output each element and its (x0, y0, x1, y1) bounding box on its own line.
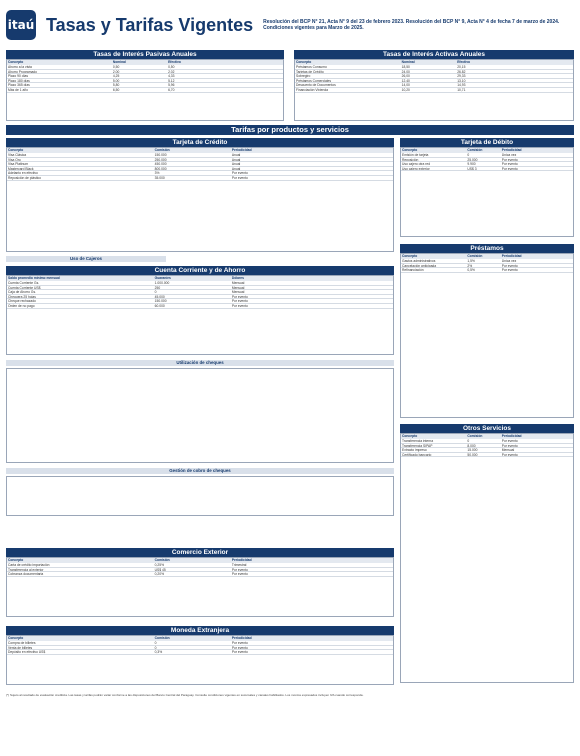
table-cell: US$ 45 (154, 567, 166, 572)
page-title: Tasas y Tarifas Vigentes (46, 14, 254, 35)
tarjeta-debito-bar: Tarjeta de Débito (400, 138, 574, 147)
table-cell: 250 (154, 285, 161, 290)
subtitle-line-2: Condiciones vigentes para Marzo de 2025. (263, 25, 364, 31)
pasivas-table (6, 59, 284, 121)
table-cell: 6,70 (168, 87, 175, 92)
table-cell: 5,80 (112, 83, 120, 87)
table-cell: Mensual (231, 281, 245, 285)
prestamos-bar: Préstamos (400, 244, 574, 253)
uso-cajeros-bar: Uso de Cajeros (6, 256, 166, 262)
table-cell: Adelanto en efectivo (8, 171, 38, 175)
col-periodicidad: Periodicidad (501, 254, 522, 258)
table-cell: 25.000 (467, 157, 478, 162)
table-row (401, 453, 573, 458)
tarjeta-credito-table (6, 147, 394, 252)
table-cell: Préstamos Consumo (296, 65, 327, 69)
col-dolares: Dólares (231, 276, 244, 280)
otros-rows (401, 439, 573, 457)
otros-servicios-bar: Otros Servicios (400, 424, 574, 433)
comercio-exterior-table (6, 557, 394, 617)
table-cell: Por evento (501, 443, 518, 448)
table-cell: Orden de no pago (8, 303, 35, 308)
table-cell: Reposición de plástico (8, 175, 41, 180)
page-subtitle (263, 19, 559, 32)
table-cell: Por evento (231, 299, 248, 303)
table-cell: 0,50 (112, 65, 120, 69)
col-guaranies: Guaraníes (154, 276, 171, 280)
table-cell: Financiación Vivienda (296, 87, 329, 92)
col-periodicidad: Periodicidad (501, 148, 522, 152)
tarifas-banner: Tarifas por productos y servicios (6, 125, 574, 135)
table-cell: 26,82 (457, 69, 466, 74)
prestamos-rows (401, 259, 573, 273)
table-cell: Por evento (501, 263, 518, 268)
table-row (295, 88, 573, 93)
footnote: (*) Sujeto al resultado de evaluación crediticia. Las tasas y tarifas podrán variar conforme a las disposiciones del Banco Central del Paraguay. Consulte condiciones vigentes en sucursales y canales habilitados. Los montos expresados incluyen IVA cuando corresponda. (6, 694, 364, 697)
table-cell: Visa Oro (8, 157, 21, 162)
table-cell: Única vez (501, 259, 517, 263)
table-cell: 0 (467, 439, 470, 443)
itau-logo: itaú (6, 10, 36, 40)
prestamos-table (400, 253, 574, 418)
table-cell: 250.000 (154, 157, 167, 162)
col-periodicidad: Periodicidad (231, 558, 252, 562)
table-cell: 45.000 (154, 294, 165, 299)
pasivas-rows (7, 65, 283, 93)
col-concepto: Concepto (8, 60, 24, 64)
table-cell: Por evento (501, 439, 518, 443)
table-cell: 35.000 (154, 175, 165, 180)
table-cell: 0,20% (154, 572, 165, 576)
table-cell: Tarjetas de Crédito (296, 69, 324, 74)
table-cell: Por evento (231, 567, 248, 572)
table-cell: Cancelación anticipada (402, 263, 437, 268)
cc-rows (7, 281, 393, 309)
table-cell: Reposición (402, 157, 419, 162)
table-cell: Cuenta Corriente US$ (8, 285, 41, 290)
table-cell: Por evento (231, 175, 248, 180)
table-cell: 0 (467, 153, 470, 157)
table-row (7, 650, 393, 655)
table-row (401, 268, 573, 273)
table-cell: Única vez (501, 153, 517, 157)
table-row (7, 572, 393, 577)
table-cell: Plazo 90 días (8, 74, 28, 78)
table-cell: Por evento (501, 268, 518, 272)
col-concepto: Concepto (8, 148, 24, 152)
table-cell: Transferencia interna (402, 439, 434, 443)
tarjeta-credito-bar: Tarjeta de Crédito (6, 138, 394, 147)
table-cell: Certificado bancario (402, 452, 432, 457)
table-cell: 6,50 (112, 87, 120, 92)
comex-rows (7, 563, 393, 577)
table-cell: 18,50 (401, 65, 410, 69)
table-cell: Por evento (501, 162, 518, 166)
table-cell: Gastos administrativos (402, 259, 436, 263)
col-nominal: Nominal (401, 60, 415, 64)
table-cell: Plazo 180 días (8, 78, 30, 83)
col-concepto: Concepto (8, 636, 24, 640)
table-cell: US$ 3 (467, 166, 477, 171)
col-concepto: Concepto (296, 60, 312, 64)
table-cell: Préstamos Comerciales (296, 78, 331, 83)
col-saldo: Saldo promedio mínimo mensual (8, 276, 60, 280)
tarjeta-debito-table (400, 147, 574, 237)
gestion-cobro-bar: Gestión de cobro de cheques (6, 468, 394, 474)
table-cell: Cuenta Corriente Gs. (8, 281, 40, 285)
col-periodicidad: Periodicidad (231, 636, 252, 640)
moneda-extranjera-bar: Moneda Extranjera (6, 626, 394, 635)
table-cell: 12,40 (401, 78, 410, 83)
col-comision: Comisión (467, 434, 483, 438)
table-cell: Visa Platinum (8, 162, 29, 166)
table-cell: Mensual (501, 448, 515, 452)
table-cell: 10,20 (401, 87, 410, 92)
pasivas-title-bar: Tasas de Interés Pasivas Anuales (6, 50, 284, 59)
table-cell: 150.000 (154, 153, 167, 157)
table-cell: Cobranza documentaria (8, 572, 44, 576)
moneda-extranjera-table (6, 635, 394, 685)
activas-title-bar: Tasas de Interés Activas Anuales (294, 50, 574, 59)
table-cell: 9.900 (467, 162, 476, 166)
table-cell: Mastercard Black (8, 166, 34, 171)
table-cell: Caja de Ahorro Gs. (8, 290, 37, 294)
otros-servicios-table (400, 433, 574, 683)
table-cell: Ahorro Programado (8, 69, 37, 74)
table-cell: 0 (154, 645, 157, 650)
table-cell: Extracto impreso (402, 448, 427, 452)
table-cell: 29,33 (457, 74, 466, 78)
table-cell: 24,00 (401, 69, 410, 74)
table-cell: Carta de crédito importación (8, 563, 50, 567)
table-cell: 0 (154, 641, 157, 645)
cuenta-corriente-bar: Cuenta Corriente y de Ahorro (6, 266, 394, 275)
table-cell: Plazo 365 días (8, 83, 30, 87)
table-cell: Anual (231, 157, 241, 162)
table-cell: 5,12 (168, 78, 175, 83)
subtitle-line-1: Resolución del BCP N° 21, Acta N° 9 del 23 de febrero 2023. Resolución del BCP N° 9, Acta N° 4 de fecha 7 de marzo de 2024. (263, 18, 560, 25)
col-comision: Comisión (154, 636, 170, 640)
table-cell: Por evento (231, 650, 248, 654)
table-cell: 0,25% (154, 563, 165, 567)
cheques-table (6, 368, 394, 463)
col-comision: Comisión (154, 558, 170, 562)
table-row (7, 304, 393, 309)
table-cell: 800.000 (154, 166, 167, 171)
table-cell: Anual (231, 166, 241, 171)
col-concepto: Concepto (402, 434, 418, 438)
page-header (6, 6, 574, 44)
table-cell: Cheque rechazado (8, 299, 36, 303)
table-cell: Por evento (501, 166, 518, 171)
table-cell: 0 (154, 290, 157, 294)
table-cell: Por evento (231, 294, 248, 299)
col-periodicidad: Periodicidad (501, 434, 522, 438)
table-cell: 5,00 (112, 78, 120, 83)
col-periodicidad: Periodicidad (231, 148, 252, 152)
table-cell: 1,5% (467, 259, 475, 263)
table-cell: Depósito en efectivo US$ (8, 650, 46, 654)
table-cell: Transferencia SIPAP (402, 443, 433, 448)
table-row (7, 176, 393, 181)
table-cell: Visa Clásica (8, 153, 27, 157)
table-row (7, 88, 283, 93)
table-cell: Por evento (231, 572, 248, 576)
table-cell: 0,5% (467, 268, 475, 272)
col-efectivo: Efectivo (457, 60, 471, 64)
table-cell: 1.000.000 (154, 281, 170, 285)
table-cell: Compra de billetes (8, 641, 36, 645)
col-concepto: Concepto (402, 254, 418, 258)
table-cell: Ahorro a la vista (8, 65, 32, 69)
table-cell: Por evento (231, 171, 248, 175)
table-cell: Uso cajero otra red (402, 162, 431, 166)
table-cell: Por evento (231, 641, 248, 645)
table-cell: Por evento (231, 303, 248, 308)
table-cell: Emisión de tarjeta (402, 153, 429, 157)
activas-table (294, 59, 574, 121)
table-row (401, 167, 573, 172)
mx-rows (7, 641, 393, 655)
table-cell: 2,02 (168, 69, 175, 74)
cuenta-corriente-table (6, 275, 394, 355)
table-cell: 14,00 (401, 83, 410, 87)
table-cell: 50.000 (467, 452, 478, 457)
table-cell: 2,00 (112, 69, 120, 74)
table-cell: Transferencia al exterior (8, 567, 44, 572)
table-cell: Más de 1 año (8, 87, 28, 92)
table-cell: 3% (154, 171, 160, 175)
tc-rows (7, 153, 393, 181)
table-cell: Refinanciación (402, 268, 424, 272)
table-cell: 0,3% (154, 650, 163, 654)
table-cell: 13,10 (457, 78, 466, 83)
table-cell: 8.000 (467, 443, 476, 448)
table-cell: Descuento de Documentos (296, 83, 336, 87)
table-cell: Trimestral (231, 563, 247, 567)
col-comision: Comisión (154, 148, 170, 152)
table-cell: Por evento (501, 157, 518, 162)
table-cell: 5,96 (168, 83, 175, 87)
table-cell: Anual (231, 153, 241, 157)
table-cell: 15.000 (467, 448, 478, 452)
col-concepto: Concepto (402, 148, 418, 152)
table-cell: 60.000 (154, 303, 165, 308)
comercio-exterior-bar: Comercio Exterior (6, 548, 394, 557)
table-cell: Mensual (231, 285, 245, 290)
activas-rows (295, 65, 573, 93)
table-cell: Venta de billetes (8, 645, 33, 650)
table-cell: Uso cajero exterior (402, 166, 430, 171)
table-cell: 14,93 (457, 83, 466, 87)
table-cell: 26,00 (401, 74, 410, 78)
table-cell: 10,71 (457, 87, 466, 92)
col-comision: Comisión (467, 148, 483, 152)
table-cell: Por evento (231, 645, 248, 650)
table-cell: 2% (467, 263, 473, 268)
table-cell: 20,15 (457, 65, 466, 69)
table-cell: 0,50 (168, 65, 175, 69)
col-comision: Comisión (467, 254, 483, 258)
td-rows (401, 153, 573, 171)
table-cell: 4,33 (168, 74, 175, 78)
table-cell: 4,25 (112, 74, 120, 78)
gestion-cobro-table (6, 476, 394, 516)
table-cell: Por evento (501, 452, 518, 457)
table-cell: Chequera 25 hojas (8, 294, 36, 299)
table-cell: Sobregiro (296, 74, 311, 78)
table-cell: 450.000 (154, 162, 167, 166)
col-efectivo: Efectivo (168, 60, 181, 64)
utilizacion-cheques-bar: Utilización de cheques (6, 360, 394, 366)
table-cell: 150.000 (154, 299, 167, 303)
col-nominal: Nominal (112, 60, 126, 64)
table-cell: Mensual (231, 290, 245, 294)
table-cell: Anual (231, 162, 241, 166)
col-concepto: Concepto (8, 558, 24, 562)
